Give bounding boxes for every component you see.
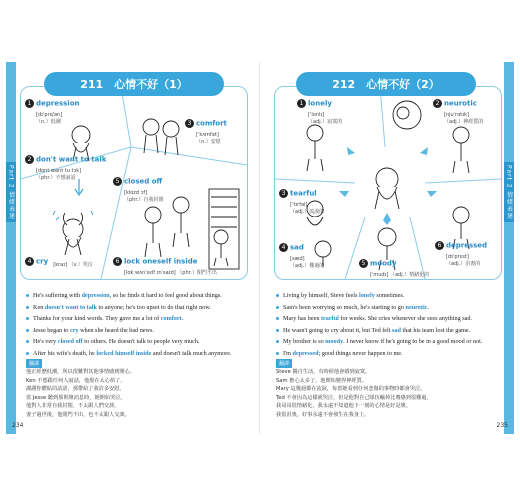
entry-depression <box>25 93 80 126</box>
entry-number: 3 <box>279 189 288 198</box>
translation-line: Ken 不想跟任何人說話，他現在太心煩了， <box>26 377 126 384</box>
book-spread <box>6 62 514 434</box>
entry-word: lonely <box>308 99 332 108</box>
entry-comfort <box>185 113 227 146</box>
entry-number: 6 <box>435 241 444 250</box>
entry-pronunciation: [ˈtɪrfəl] <box>290 202 308 208</box>
entry-dont-want-to-talk <box>25 149 106 182</box>
example-sentence: I'm depressed; good things never happen to me. <box>276 348 500 360</box>
entry-tearful <box>279 183 324 216</box>
entry-pronunciation: [ˈlonlɪ] <box>308 112 325 118</box>
entry-definition: （n.）低潮 <box>36 119 61 125</box>
entry-word: don't want to talk <box>36 155 107 164</box>
entry-word: moody <box>370 259 397 268</box>
illustration-panel <box>274 86 502 280</box>
entry-neurotic <box>433 93 483 126</box>
entry-pronunciation: [dɪˈprɛst] <box>446 254 469 260</box>
example-sentence: My brother is so moody. I never know if he's going to be in a good mood or not. <box>276 336 500 348</box>
translation-line: 我哥哥很情緒化，我永遠不知道他下一刻的心情是好是壞。 <box>276 403 411 410</box>
entry-word: depression <box>36 99 80 108</box>
entry-cry <box>25 251 93 270</box>
entry-closed-off <box>113 171 164 204</box>
entry-definition: （adj.）寂寞的 <box>308 119 343 125</box>
entry-number: 3 <box>185 119 194 128</box>
entry-moody <box>359 253 429 279</box>
entry-definition <box>124 270 217 277</box>
entry-number: 5 <box>359 259 368 268</box>
example-sentence: Sam's been worrying so much, he's starting to go neurotic. <box>276 302 500 314</box>
entry-definition <box>370 272 429 279</box>
page-left <box>6 62 260 434</box>
entry-pronunciation: [njuˈrɑtɪk] <box>444 112 469 118</box>
entry-definition: （adj.）難過的 <box>290 263 325 269</box>
entry-definition: （phr.）不想說話 <box>36 175 76 181</box>
translation-line: 妻子過世後，他閉門不出，也不太跟人交談。 <box>26 411 130 418</box>
entry-definition-text: （phr.）閉門不出 <box>177 270 217 276</box>
illustration-panel <box>20 86 248 280</box>
translation-line: 當 Jesse 聽到那則壞消息時，她開始哭泣。 <box>26 394 126 401</box>
entry-number: 2 <box>433 99 442 108</box>
entry-sad <box>279 237 324 270</box>
page-number: 234 <box>12 422 24 429</box>
page-number: 235 <box>496 422 508 429</box>
entry-word: depressed <box>446 241 488 250</box>
entry-definition: （adj.）沮喪的 <box>446 261 481 267</box>
entry-word: cry <box>36 257 49 266</box>
example-sentence: Jesse began to cry when she heard the bad news. <box>26 325 250 337</box>
side-tab-label: Part 2 情緒表達 <box>6 162 16 222</box>
example-sentences <box>26 290 250 359</box>
translation-line: Sam 擔心太多了，他開始變得神經質。 <box>276 377 367 384</box>
entry-number: 1 <box>25 99 34 108</box>
entry-definition: （n.）安慰 <box>196 139 221 145</box>
entry-definition: （adj.）流淚的 <box>290 209 325 215</box>
entry-definition: （adj.）神經質的 <box>444 119 484 125</box>
translation-line: 謝謝你體貼的話語，那帶給了我許多安慰。 <box>26 386 125 393</box>
entry-word: comfort <box>196 119 227 128</box>
translation-label: 翻譯 <box>276 359 292 368</box>
entry-number: 4 <box>25 257 34 266</box>
entry-definition: （phr.）自我封閉 <box>124 197 164 203</box>
page-title: 212 心情不好（2） <box>296 72 476 96</box>
translation-line: 他正經歷低潮，所以很難對其他事情感到開心。 <box>26 369 135 375</box>
entry-word: sad <box>290 243 304 252</box>
translation-block <box>276 368 502 420</box>
example-sentence: Thanks for your kind words. They gave me a lot of comfort. <box>26 313 250 325</box>
side-tab <box>504 62 514 434</box>
side-tab-label: Part 2 情緒表達 <box>504 162 514 222</box>
entry-pronunciation: [sæd] <box>290 256 305 262</box>
entry-pronunciation: [ˈkʌmfət] <box>196 132 219 138</box>
entry-word: closed off <box>124 177 163 186</box>
side-tab <box>6 62 16 434</box>
translation-label: 翻譯 <box>26 359 42 368</box>
entry-word: neurotic <box>444 99 477 108</box>
translation-block <box>26 368 252 420</box>
entry-definition-text: （v.）哭泣 <box>68 262 93 268</box>
translation-line: Mary 這幾週都在流淚，每當她看到任何悲傷的事物時都會哭泣。 <box>276 386 426 393</box>
example-sentence: He's suffering with depression, so he finds it hard to feel good about things. <box>26 290 250 302</box>
page-title: 211 心情不好（1） <box>44 72 224 96</box>
entry-number: 4 <box>279 243 288 252</box>
entry-lock-oneself-inside <box>113 251 217 277</box>
example-sentence: Mary has been tearful for weeks. She cries whenever she sees anything sad. <box>276 313 500 325</box>
entry-number: 5 <box>113 177 122 186</box>
entry-pronunciation: [lɑk wʌnˈsɛlf ɪnˈsaɪd] <box>124 270 176 276</box>
entry-definition-text: （adj.）情緒化的 <box>389 272 430 278</box>
entry-pronunciation: [kraɪ] <box>53 262 68 268</box>
entry-word: lock oneself inside <box>124 257 198 266</box>
entry-number: 1 <box>297 99 306 108</box>
example-sentence: Ken doesn't want to talk to anyone; he's too upset to do that right now. <box>26 302 250 314</box>
entry-number: 2 <box>25 155 34 164</box>
example-sentence: He's very closed off to others. He doesn't talk to people very much. <box>26 336 250 348</box>
entry-pronunciation: [ˈmudɪ] <box>370 272 389 278</box>
translation-line: Ted 不會因為這樣就哭泣，但是他對自己隊伍輸掉比賽感到很難過。 <box>276 394 432 401</box>
entry-pronunciation: [dont want tu tɔk] <box>36 168 82 174</box>
translation-line: 我很沮喪，好事永遠不會發生在我身上。 <box>276 411 370 418</box>
entry-definition <box>53 262 93 268</box>
example-sentence: After his wife's death, he locked himself inside and doesn't talk much anymore. <box>26 348 250 360</box>
translation-line: 他對人非常自我封閉，不太跟人們交談。 <box>26 403 120 410</box>
example-sentence: He wasn't going to cry about it, but Ted felt sad that his team lost the game. <box>276 325 500 337</box>
example-sentence: Living by himself, Steve feels lonely sometimes. <box>276 290 500 302</box>
entry-pronunciation: [dɪˈprɛʃən] <box>36 112 63 118</box>
entry-number: 6 <box>113 257 122 266</box>
entry-lonely <box>297 93 342 126</box>
entry-pronunciation: [klozd ɔf] <box>124 190 148 196</box>
example-sentences <box>276 290 500 359</box>
entry-depressed <box>435 235 487 268</box>
entry-word: tearful <box>290 189 317 198</box>
translation-line: Steve 獨自生活，有時候他會感到寂寞。 <box>276 369 371 375</box>
page-right <box>260 62 514 434</box>
